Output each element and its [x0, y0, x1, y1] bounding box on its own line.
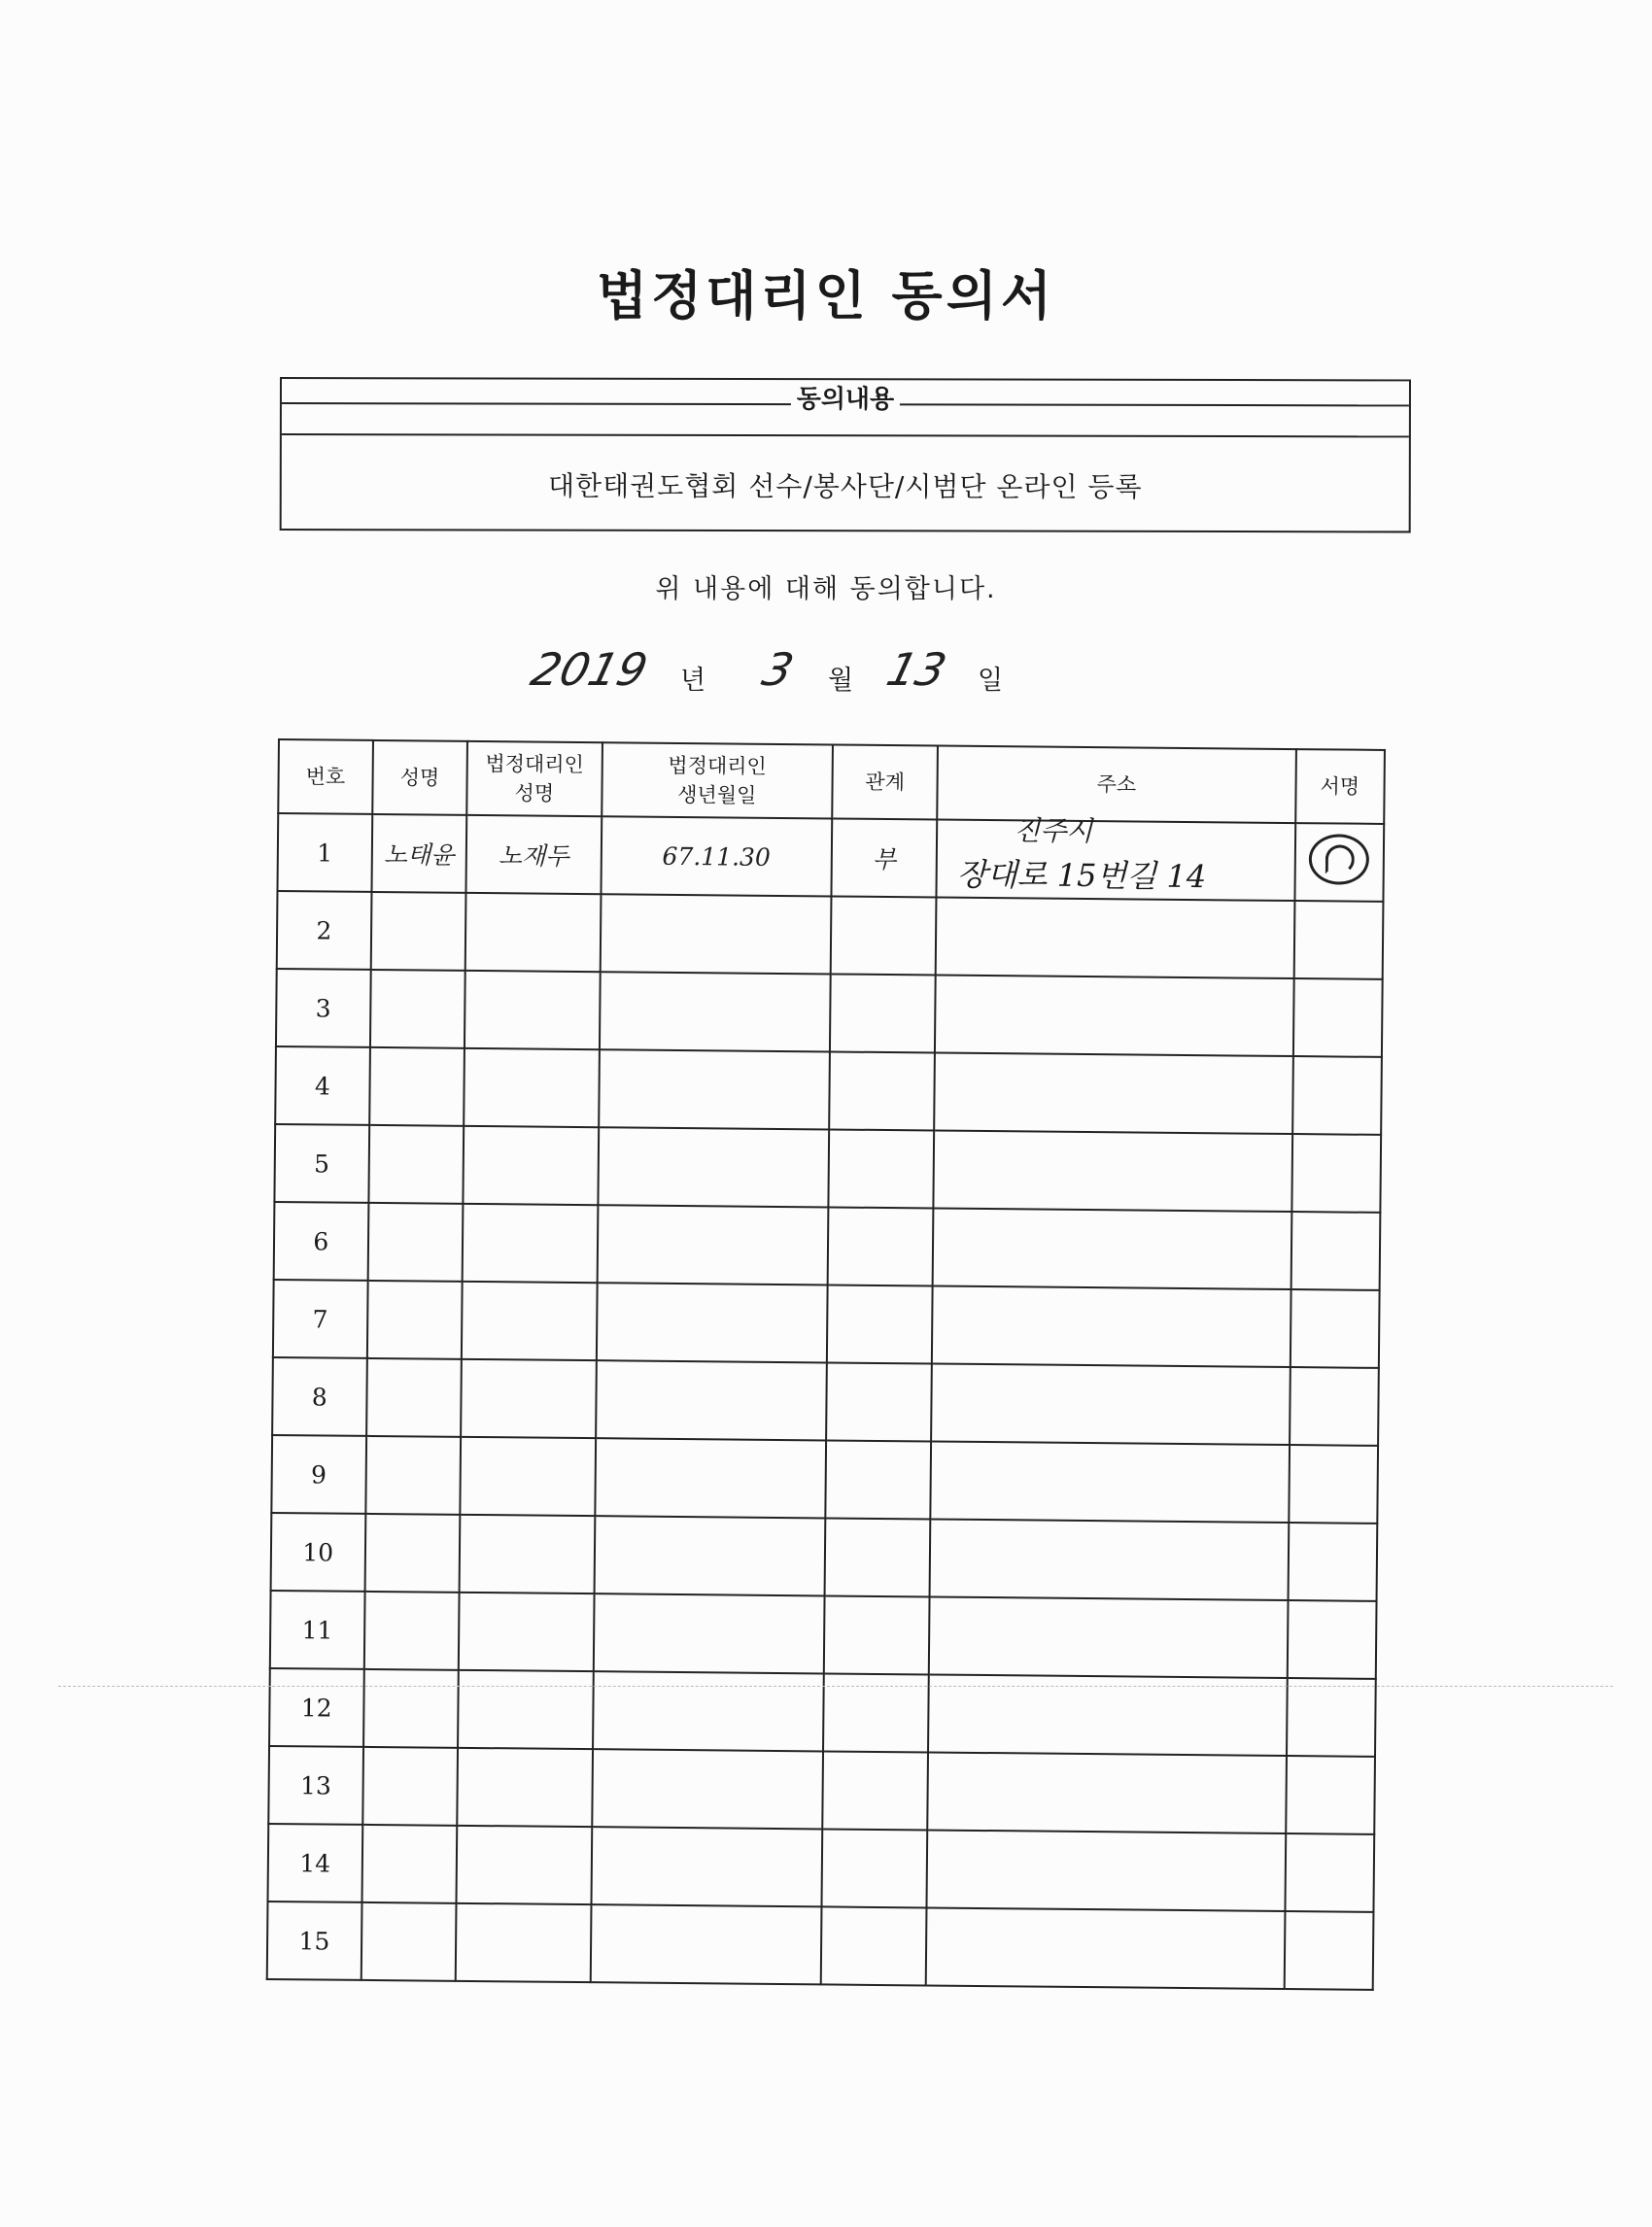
date-day: 13	[881, 643, 952, 696]
row-address	[929, 1596, 1288, 1678]
row-relation	[825, 1518, 931, 1596]
row-name	[363, 1592, 459, 1670]
consent-box	[280, 377, 1411, 532]
row-guardian-birth	[597, 1205, 828, 1285]
row-number: 3	[276, 969, 370, 1047]
header-no: 번호	[278, 739, 372, 814]
row-signature	[1290, 1289, 1379, 1368]
row-name	[363, 1669, 459, 1748]
row-address	[933, 1208, 1291, 1289]
row-guardian-birth	[591, 1827, 822, 1906]
row-guardian-birth	[593, 1671, 824, 1751]
table-row	[270, 1591, 1377, 1679]
row-guardian-name	[462, 1282, 597, 1360]
row-signature	[1284, 1911, 1373, 1990]
row-guardian-birth	[593, 1593, 824, 1673]
header-relation: 관계	[832, 744, 938, 819]
row-signature	[1291, 1212, 1380, 1290]
row-guardian-birth: 67.11.30	[601, 816, 832, 896]
date-day-unit: 일	[978, 666, 1004, 696]
row-name	[370, 970, 465, 1048]
row-address	[936, 898, 1294, 979]
row-name	[366, 1281, 462, 1359]
table-row	[271, 1435, 1378, 1524]
row-guardian-birth	[595, 1438, 826, 1518]
row-relation	[830, 974, 936, 1052]
row-signature	[1288, 1523, 1377, 1601]
row-number: 12	[269, 1668, 363, 1747]
row-number: 15	[267, 1902, 361, 1980]
header-address: 주소	[937, 746, 1295, 824]
row-address	[931, 1363, 1290, 1445]
table-row	[274, 1124, 1381, 1213]
row-guardian-name	[463, 1204, 598, 1283]
row-number: 14	[268, 1824, 362, 1902]
row-signature	[1285, 1833, 1374, 1912]
row-name	[366, 1358, 462, 1437]
row-relation	[826, 1362, 932, 1441]
table-row	[273, 1280, 1380, 1368]
header-guardian-name-line2: 성명	[514, 781, 555, 805]
row-guardian-name	[456, 1903, 591, 1982]
row-address	[928, 1674, 1287, 1756]
header-guardian-name	[466, 741, 602, 816]
row-address	[932, 1285, 1291, 1367]
row-relation: 부	[831, 818, 937, 897]
table-row	[267, 1902, 1374, 1990]
row-signature	[1292, 978, 1382, 1057]
row-relation	[824, 1595, 930, 1674]
row-name: 노태윤	[371, 814, 466, 893]
row-name	[362, 1747, 458, 1826]
date-month: 3	[757, 643, 800, 696]
row-number: 5	[274, 1124, 368, 1203]
row-address	[927, 1752, 1286, 1833]
table-header-row	[278, 739, 1385, 824]
row-guardian-name	[460, 1515, 595, 1593]
row-signature	[1286, 1756, 1375, 1834]
row-address	[937, 814, 1295, 902]
row-signature	[1287, 1678, 1376, 1757]
row-guardian-birth	[600, 972, 831, 1051]
row-name	[367, 1203, 463, 1282]
row-address	[930, 1519, 1289, 1600]
header-guardian-birth-line1: 법정대리인	[668, 753, 767, 778]
row-guardian-birth	[594, 1516, 825, 1595]
row-name	[370, 892, 465, 971]
row-address	[934, 1131, 1292, 1213]
row-address-line2: 장대로 15번길 14	[956, 855, 1207, 896]
row-address	[927, 1830, 1286, 1911]
row-guardian-birth	[598, 1127, 829, 1207]
consent-heading: 동의내용	[791, 385, 901, 414]
row-guardian-birth	[597, 1283, 828, 1362]
row-signature	[1292, 1056, 1382, 1135]
table-row	[268, 1824, 1375, 1912]
row-guardian-name	[460, 1437, 595, 1516]
row-guardian-name	[465, 893, 601, 972]
row-signature	[1287, 1600, 1376, 1679]
row-guardian-birth	[592, 1749, 823, 1829]
row-number: 8	[272, 1357, 366, 1436]
row-guardian-name	[464, 1048, 599, 1127]
row-guardian-name: 노재두	[466, 815, 602, 894]
signature-mark	[1309, 834, 1369, 885]
row-signature	[1290, 1367, 1379, 1446]
table-row	[275, 1046, 1382, 1135]
row-number: 6	[274, 1202, 368, 1281]
header-guardian-birth-line2: 생년월일	[677, 782, 757, 807]
row-name	[365, 1436, 461, 1515]
paper-fold-line	[58, 1686, 1613, 1687]
row-guardian-name	[465, 971, 600, 1049]
row-guardian-name	[464, 1126, 599, 1205]
row-guardian-birth	[590, 1904, 821, 1984]
guardian-registration-table	[266, 738, 1386, 1991]
row-guardian-name	[457, 1748, 592, 1827]
row-relation	[829, 1051, 935, 1130]
header-guardian-name-line1: 법정대리인	[485, 752, 584, 777]
document-title: 법정대리인 동의서	[596, 265, 1056, 326]
row-guardian-name	[459, 1593, 594, 1671]
row-name	[361, 1825, 457, 1903]
date-year-unit: 년	[680, 666, 706, 696]
row-guardian-name	[461, 1359, 596, 1438]
row-guardian-birth	[599, 1049, 830, 1129]
row-guardian-birth	[596, 1360, 827, 1440]
consent-content: 대한태권도협회 선수/봉사단/시범단 온라인 등록	[547, 469, 1143, 503]
row-number: 4	[275, 1046, 369, 1125]
header-name: 성명	[372, 740, 467, 815]
table-row	[274, 1202, 1381, 1290]
row-number: 1	[277, 813, 371, 892]
row-signature	[1294, 823, 1384, 902]
row-address	[930, 1441, 1289, 1523]
row-signature	[1291, 1134, 1381, 1213]
date-line	[0, 641, 1652, 709]
row-name	[369, 1047, 465, 1126]
row-signature	[1293, 901, 1383, 979]
table-row	[268, 1746, 1375, 1834]
date-month-unit: 월	[828, 666, 854, 696]
row-signature	[1289, 1445, 1378, 1524]
row-number: 2	[277, 891, 371, 970]
row-number: 11	[270, 1591, 364, 1669]
row-number: 10	[271, 1513, 365, 1592]
table-row	[276, 969, 1383, 1057]
date-year: 2019	[526, 643, 653, 696]
consent-heading-bar	[282, 385, 1409, 437]
row-number: 7	[273, 1280, 367, 1358]
row-relation	[828, 1207, 934, 1285]
row-address	[926, 1907, 1285, 1989]
row-number: 13	[268, 1746, 362, 1825]
row-name	[368, 1125, 464, 1204]
table-row	[277, 813, 1384, 902]
header-guardian-birth	[602, 742, 833, 818]
row-guardian-name	[457, 1826, 592, 1904]
row-name	[364, 1514, 460, 1593]
row-address-line1: 진주시	[1014, 814, 1093, 848]
table-row	[272, 1357, 1379, 1446]
agree-statement: 위 내용에 대해 동의합니다.	[655, 574, 997, 604]
row-address	[935, 976, 1293, 1057]
row-relation	[821, 1829, 927, 1907]
row-relation	[827, 1285, 933, 1363]
row-guardian-birth	[600, 894, 831, 974]
row-address	[934, 1053, 1292, 1135]
row-guardian-name	[458, 1670, 593, 1749]
row-relation	[822, 1751, 928, 1830]
row-relation	[828, 1129, 934, 1208]
row-relation	[821, 1906, 927, 1985]
table-row	[277, 891, 1384, 979]
row-relation	[825, 1440, 931, 1519]
row-relation	[831, 896, 937, 975]
table-row	[271, 1513, 1378, 1601]
row-number: 9	[271, 1435, 365, 1514]
table-row	[269, 1668, 1376, 1757]
row-name	[361, 1902, 456, 1981]
header-signature: 서명	[1295, 749, 1385, 824]
